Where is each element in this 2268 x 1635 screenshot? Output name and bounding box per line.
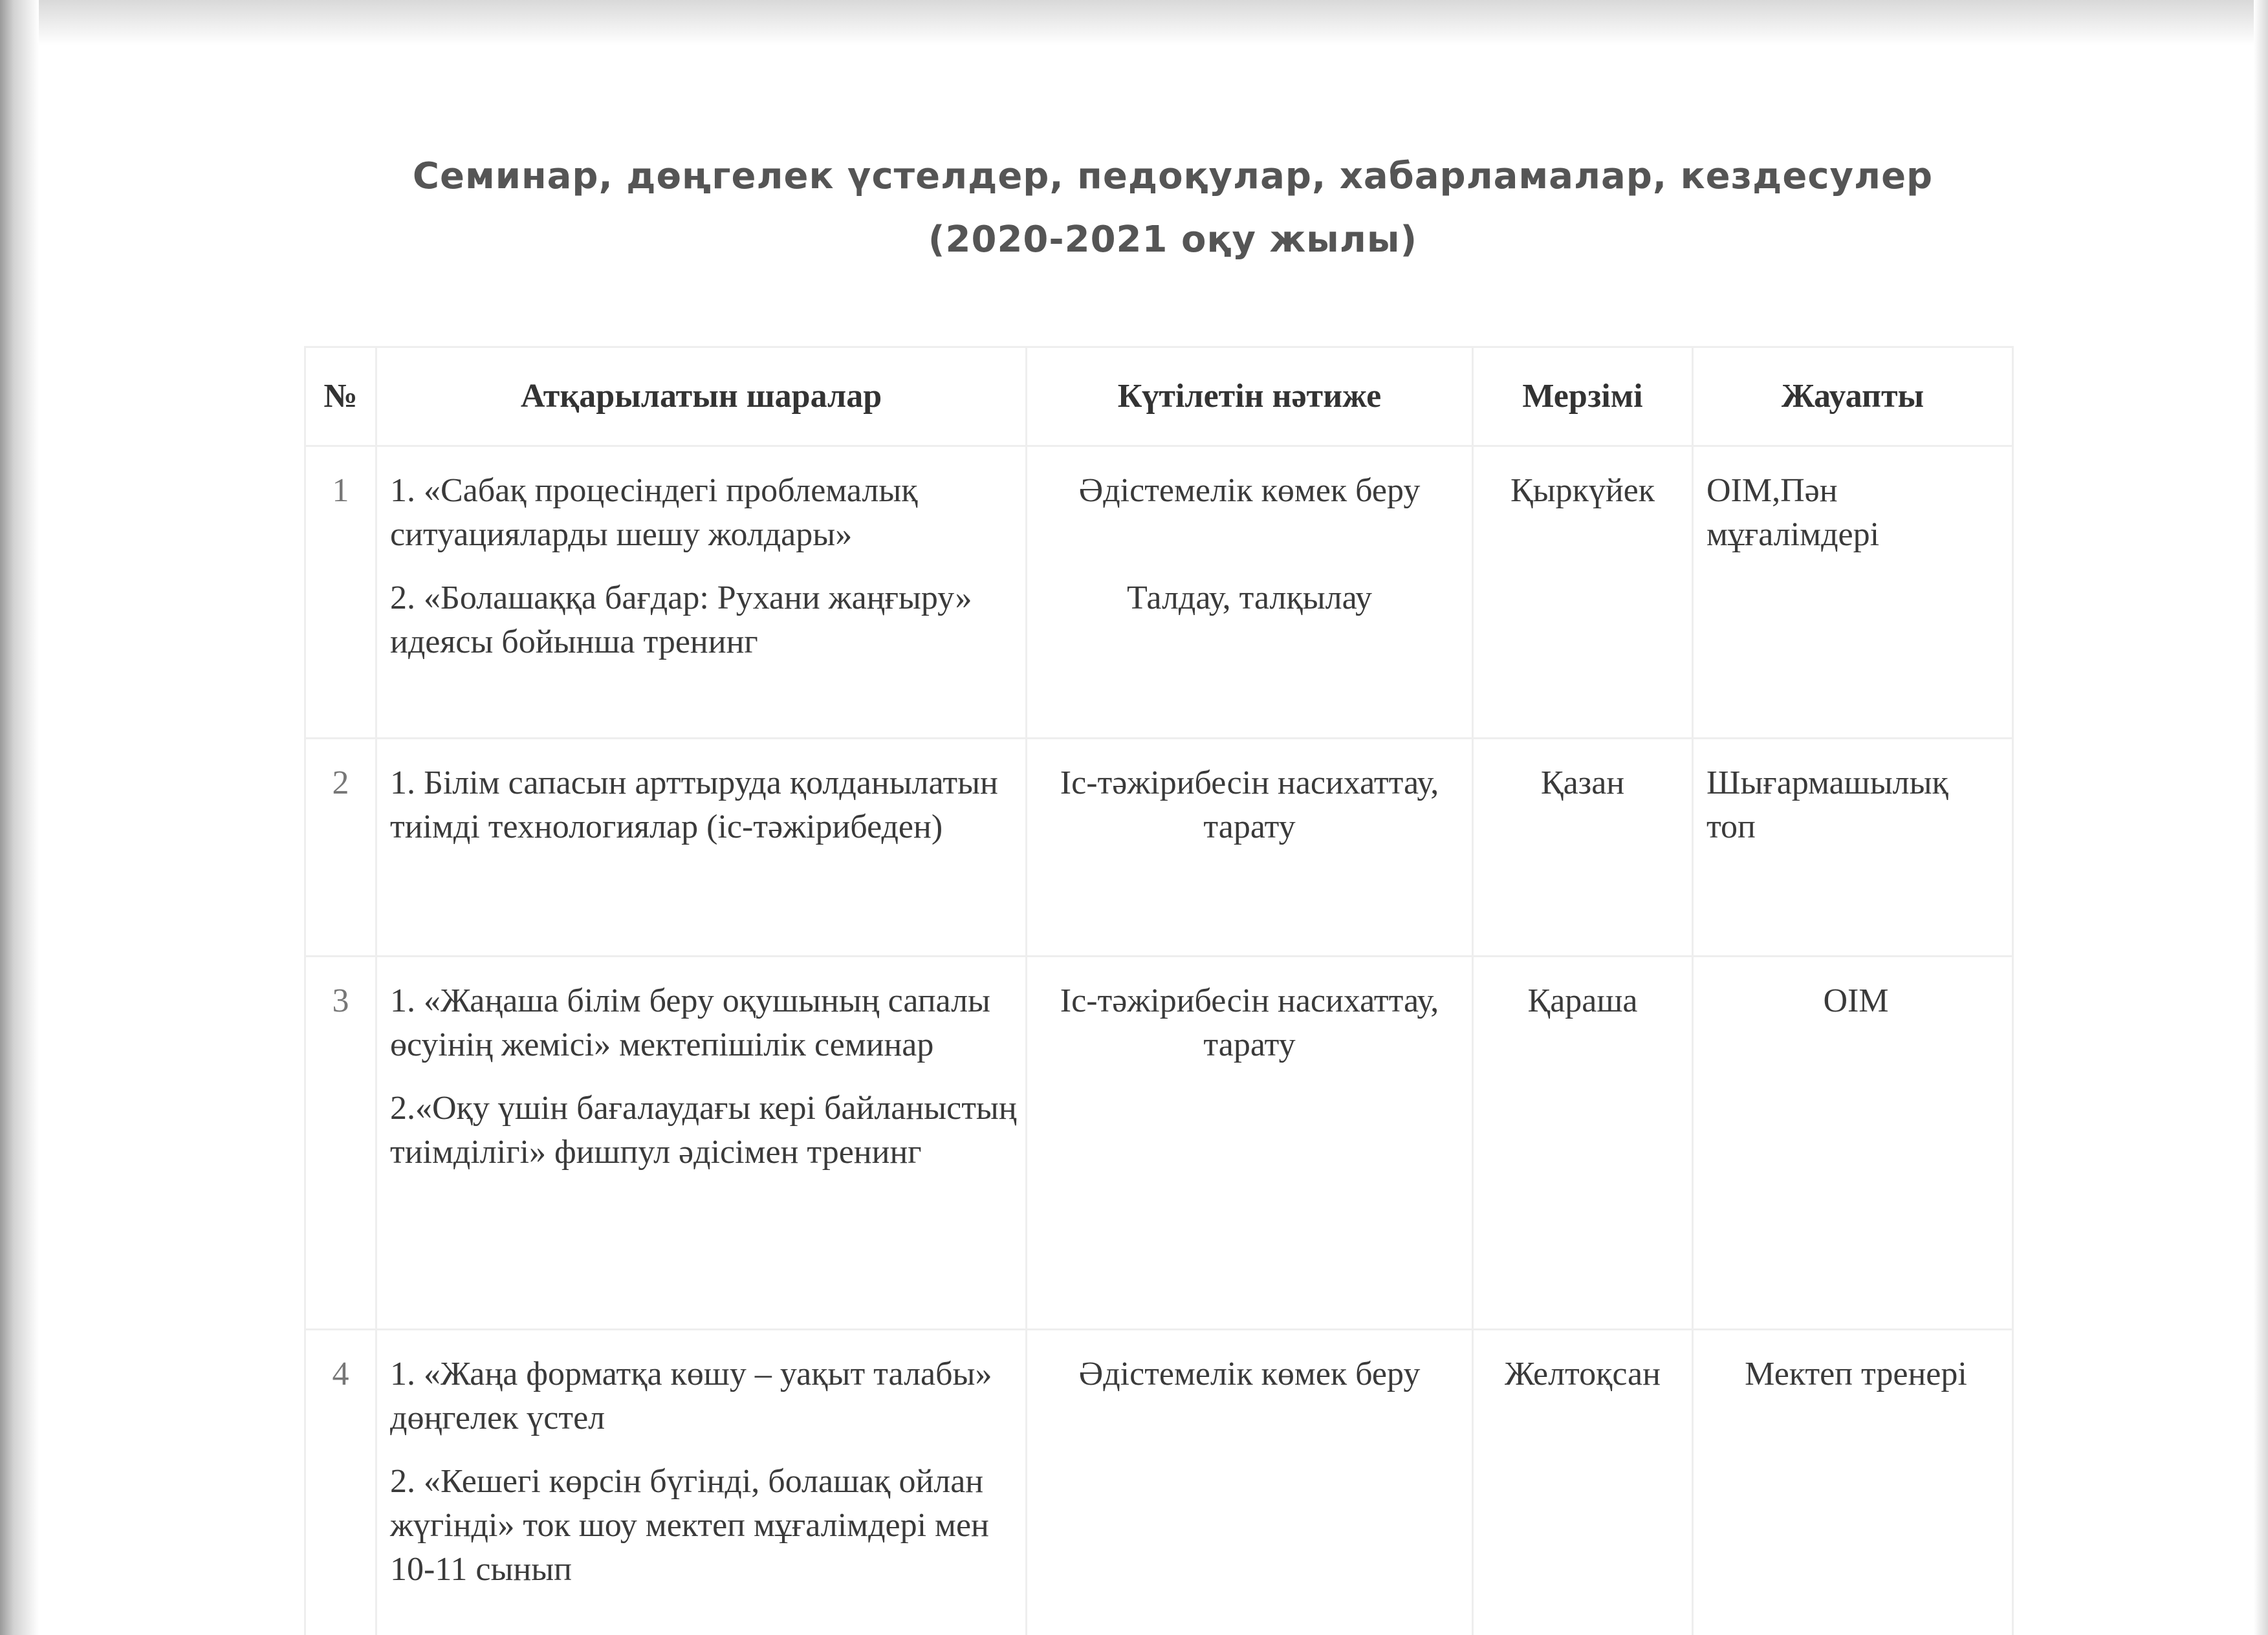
result-cell [1027,446,1473,739]
table-row [305,446,2013,739]
activity-item: 2. «Кешегі көрсін бүгінді, болашақ ойлан жүгінді» ток шоу мектеп мұғалімдері мен 10-11 сынып [390,1463,989,1588]
header-result: Күтілетін нәтиже [1027,347,1473,446]
activities-cell [376,957,1027,1330]
activity-item: 1. «Жаңа форматқа көшу – уақыт талабы» дөңгелек үстел [390,1356,992,1436]
table-header-row [305,347,2013,446]
scan-shadow-left [0,0,39,1635]
header-responsible: Жауапты [1693,347,2013,446]
result-item: Іс-тәжірибесін насихаттау, тарату [1060,764,1439,845]
document-title: Семинар, дөңгелек үстелдер, педоқулар, хабарламалар, кездесулер [412,155,1934,197]
header-num: № [305,347,376,446]
result-item: Әдістемелік көмек беру [1078,472,1421,509]
result-item: Әдістемелік көмек беру [1078,1356,1421,1392]
header-date: Мерзімі [1473,347,1693,446]
header-activities: Атқарылатын шаралар [376,347,1027,446]
date-cell: Қазан [1473,739,1693,957]
activity-item: 1. Білім сапасын арттыруда қолданылатын тиімді технологиялар (іс-тәжірибеден) [390,764,998,845]
result-cell [1027,1330,1473,1635]
responsible-cell: ОІМ [1693,957,2013,1330]
row-number: 3 [305,957,376,1330]
table-row [305,957,2013,1330]
responsible-cell: ОІМ,Пән мұғалімдері [1693,446,2013,739]
activity-item: 1. «Сабақ процесіндегі проблемалық ситуацияларды шешу жолдары» [390,472,918,553]
responsible-cell: Шығармашылық топ [1693,739,2013,957]
table-row [305,1330,2013,1635]
row-number: 1 [305,446,376,739]
responsible-cell: Мектеп тренері [1693,1330,2013,1635]
document-subtitle: (2020-2021 оқу жылы) [928,219,1418,261]
result-cell [1027,739,1473,957]
activity-item: 2.«Оқу үшін бағалаудағы кері байланыстың тиімділігі» фишпул әдісімен тренинг [390,1090,1017,1171]
activity-item: 1. «Жаңаша білім беру оқушының сапалы өсуінің жемісі» мектепішілік семинар [390,982,990,1063]
activity-item: 2. «Болашаққа бағдар: Рухани жаңғыру» идеясы бойынша тренинг [390,579,972,660]
activities-cell [376,739,1027,957]
row-number: 4 [305,1330,376,1635]
activities-cell [376,1330,1027,1635]
result-item: Іс-тәжірибесін насихаттау, тарату [1060,982,1439,1063]
table-row [305,739,2013,957]
date-cell: Қараша [1473,957,1693,1330]
date-cell: Қыркүйек [1473,446,1693,739]
scan-shadow-top [0,0,2268,45]
result-cell [1027,957,1473,1330]
date-cell: Желтоқсан [1473,1330,1693,1635]
activities-cell [376,446,1027,739]
row-number: 2 [305,739,376,957]
events-table [304,346,2014,1635]
result-item: Талдау, талқылау [1126,579,1373,616]
